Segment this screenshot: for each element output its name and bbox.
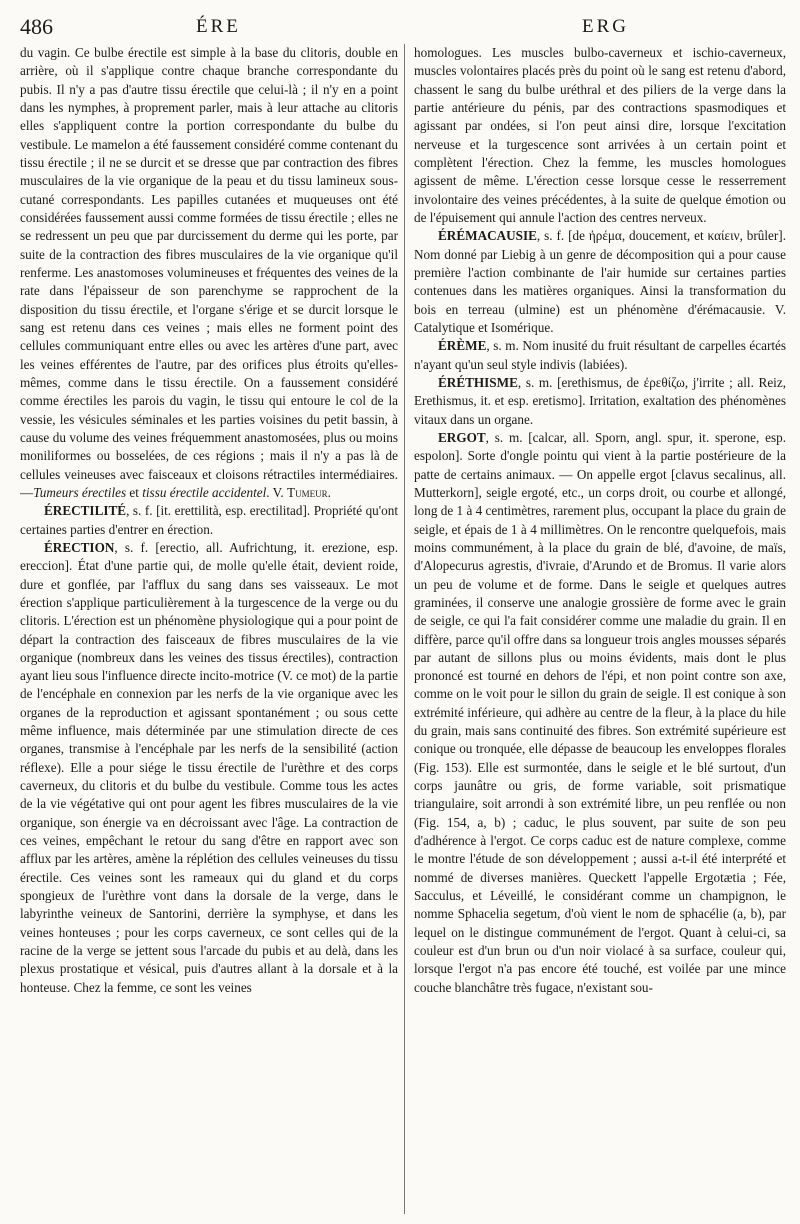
right-column — [414, 44, 786, 1222]
column-divider — [404, 44, 405, 1214]
page-number: 486 — [20, 14, 53, 39]
entry-ergot — [414, 429, 786, 997]
entry-continuation: homologues. Les muscles bulbo-caverneux et ischio-caverneux, muscles volontaires placés près du point où le sang est retenu d'abord, chassent le sang du bulbe uréthral et des piliers de la verge dans la partie antérieure du pénis, par des contractions spasmodiques et agissant par ondées, si l'on peut ainsi dire, lorsque l'excitation nerveuse et la turgescence sont arrivées à un certain point et complètent l'érection. Chez la femme, les muscles homologues agissent de même. L'érection cesse lorsque cesse le resserrement involontaire des veines précédentes, à la suite de quelque émotion ou de l'épuisement qui annule l'action des centres nerveux. — [414, 45, 786, 225]
entry-body: , s. m. Nom inusité du fruit résultant de carpelles écartés n'ayant qu'un seul style indivis (labiées). — [414, 338, 786, 372]
entry-erection — [20, 539, 398, 997]
headword: ÉRECTILITÉ — [44, 503, 127, 519]
paragraph-text: . V. — [266, 484, 288, 500]
entry-body: , s. f. [erectio, all. Aufrichtung, it. erezione, esp. ereccion]. État d'une partie qui, de molle qu'elle était, devient roide, dure et gonflée, par l'afflux du sang dans ses vaisseaux. Le mot érection s'applique particulièrement à la turgescence de la verge ou du clitoris. L'érection est un phénomène physiologique qui a pour point de départ la contraction des faisceaux de fibres musculaires de la vie organique (nombreux dans les veines des tissus érectiles), contraction ayant lieu sous l'influence directe incito-motrice (V. ce mot) de la partie de l'encéphale en connexion par les nerfs de la vie organique avec les organes de la reproduction et agissant spontanément ; ou sous cette même influence, mais déterminée par une stimulation directe de ces organes, transmise à l'encéphale par les nerfs de la sensibilité (action réflexe). Elle a pour siége le tissu érectile de l'urèthre et des corps caverneux, du clitoris et du bulbe du vestibule. Comme tous les actes de la vie végétative qui ont pour agent les fibres musculaires de la vie organique, son énergie va en décroissant avec l'âge. La contraction de ces veines, empêchant le retour du sang d'être en rapport avec son afflux par les artères, amène la réplétion des cellules veineuses du tissu érectile. Ces veines sont les rameaux qui du gland et du corps spongieux de l'urèthre vont dans la dorsale de la verge, dans le labyrinthe veineux de Santorini, derrière la symphyse, et dans les veines honteuses ; pour les corps caverneux, ce sont celles qui de la racine de la verge se jettent sous l'arcade du pubis et au delà, dans les plexus prostatique et vésical, puis d'autres allant à la dorsale et à la honteuse. Chez la femme, ce sont les veines — [20, 539, 398, 995]
paragraph-text: du vagin. Ce bulbe érectile est simple à la base du clitoris, double en arrière, où il s'applique contre chaque branche correspondante du pubis. Il n'y a pas d'autre tissu érectile que celui-là ; il n'y en a point dans les nymphes, à proprement parler, mais à leur attache au clitoris elles s'appliquent contre la portion correspondante du bulbe du vestibule. Le mamelon a été faussement considéré comme contenant du tissu érectile ; il ne se durcit et se dresse que par contraction des fibres musculaires de la vie organique de la peau et du tissu lamineux sous-cutané correspondants. Les papilles cutanées et muqueuses ont été considérées faussement aussi comme formées de tissu érectile ; elles ne se redressent un peu que par durcissement du derme qui les porte, par suite de la contraction des fibres musculaires de la vie organique qu'il renferme. Les anastomoses volumineuses et fréquentes des veines de la rate dans l'épaisseur de son parenchyme se rapprochent de la disposition du tissu érectile, et l'organe s'érige et se durcit lorsque le sang est retenu dans ces veines ; mais elles ne forment point des cellules communiquant entre elles ou avec les artères d'une part, avec les veines efférentes de l'autre, par des orifices plus étroits qu'elles-mêmes, comme dans le tissu érectile. On a faussement considéré comme érectiles les parois du vagin, le tissu qui entoure le col de la vessie, les vésicules séminales et les parties voisines du petit bassin, à cause du volume des veines fréquemment anastomosées, plus ou moins moniliformes ou bosselées, de ces régions ; mais il n'y a pas là de cellules veineuses avec faisceaux et cloisons rétractiles intermédiaires. — — [20, 45, 398, 500]
running-head-right: ERG — [582, 16, 629, 37]
entry-eremacausie — [414, 227, 786, 337]
italic-term: tissu érectile accidentel — [142, 484, 267, 500]
paragraph-text: . — [327, 484, 331, 500]
entry-erethisme — [414, 374, 786, 429]
headword: ÉRÈME — [438, 338, 487, 354]
entry-erectilite — [20, 502, 398, 539]
entry-continuation — [20, 44, 398, 502]
entry-body: , s. m. [calcar, all. Sporn, angl. spur, it. sperone, esp. espolon]. Sorte d'ongle pointu qui vient à la partie postérieure de la patte de certains animaux. — On appelle ergot [clavus secalinus, all. Mutterkorn], seigle ergoté, etc., un corps droit, ou courbe et allongé, long de 1 à 4 centimètres, rarement plus, occupant la place du grain de seigle, et épais de 1 à 4 millimètres. On le rencontre quelquefois, mais moins communément, à la place du grain de blé, d'avoine, de maïs, d'Alopecurus agrestis, d'ivraie, d'Arundo et de Bromus. Il varie alors un peu de volume et de forme. Dans le seigle et quelques autres graminées, il conserve une analogie grossière de forme avec le grain de seigle, ce qui l'a fait considérer comme une maladie du grain. Il en diffère, parce qu'il offre dans sa longueur trois angles mousses séparés par autant de sillons plus ou moins évidents, mais dont le plus prononcé est tourné en dehors de l'épi, et non point contre son axe, comme on le voit pour le sillon du grain de seigle. Il est conique à son extrémité inférieure, qui adhère au centre de la fleur, à la place du hile du grain, mais sans continuité des fibres. Son extrémité supérieure est conique ou tronquée, elle dépasse de beaucoup les enveloppes florales (Fig. 153). Elle est surmontée, dans le seigle et le blé surtout, d'un corps jaunâtre ou gris, de forme variable, soit prismatique triangulaire, soit arrondi à son extrémité libre, un peu renflée ou non (Fig. 154, a, b) ; caduc, le plus souvent, par suite de son peu d'adhérence à l'ergot. Ce corps caduc est de nature complexe, comme le montre l'étude de son développement ; aussi a-t-il été interprété et nommé de diverses manières. Queckett l'appelle Ergotætia ; Fée, Sacculus, et Léveillé, le considérant comme un champignon, le nomme Sphacelia segetum, d'où vient le nom de sphacélie (a, b), par lequel on le distingue communément de l'ergot. Quant à celui-ci, sa couleur est d'un brun ou d'un noir violacé à sa surface, couleur qui, lorsque l'ergot n'a pas encore été touché, est voilée par une mince couche blanchâtre très fugace, n'existant sou- — [414, 429, 786, 995]
headword: ERGOT — [438, 429, 486, 445]
headword: ÉRECTION — [44, 539, 115, 555]
headword: ÉRÉTHISME — [438, 374, 518, 390]
running-head-left: ÉRE — [196, 16, 241, 37]
entry-ereme — [414, 337, 786, 374]
left-column — [20, 44, 398, 1222]
headword: ÉRÉMACAUSIE — [438, 228, 537, 244]
entry-body: , s. m. [erethismus, de ἐρεθίζω, j'irrite ; all. Reiz, Erethismus, it. et esp. eretismo]. Irritation, exaltation des phénomènes vitaux dans un organe. — [414, 374, 786, 427]
entry-body: , s. f. [it. erettilità, esp. erectilitad]. Propriété qu'ont certaines parties d'entrer en érection. — [20, 503, 398, 537]
entry-body: , s. f. [de ἠρέμα, doucement, et καίειν, brûler]. Nom donné par Liebig à un genre de décomposition qui a pour cause première l'action combinante de l'air humide sur certaines parties contenues dans les matières organiques. Ainsi la transformation du bois en terreau (ulmine) est un phénomène d'érémacausie. V. Catalytique et Isomérique. — [414, 228, 786, 335]
running-header — [0, 10, 800, 44]
cross-reference: Tumeur — [287, 484, 328, 500]
paragraph-text: et — [126, 484, 143, 500]
italic-term: Tumeurs érectiles — [33, 484, 127, 500]
